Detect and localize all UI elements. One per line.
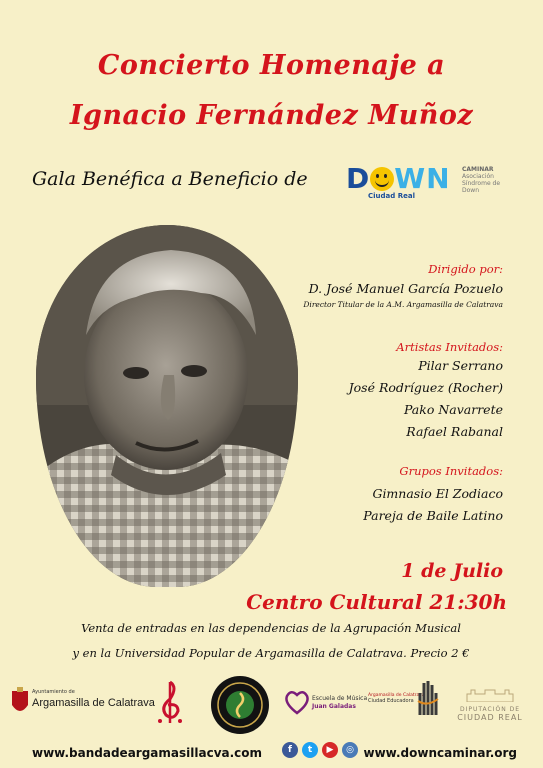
hand-icon (414, 677, 440, 717)
youtube-icon[interactable]: ▶ (322, 742, 338, 758)
heart-music-icon (284, 689, 310, 715)
ciudad-educadora-logo: Argamasilla de Calatrava Ciudad Educadora (368, 693, 425, 704)
artist-name: Pilar Serrano (418, 358, 503, 373)
escuela-musica-logo: Escuela de Música Juan Galadas (284, 689, 374, 725)
band-seal-icon (210, 675, 270, 735)
event-date: 1 de Julio (401, 560, 503, 582)
down-word: D WN (346, 162, 451, 195)
down-logo (346, 162, 506, 202)
ticket-info-line-2: y en la Universidad Popular de Argamasilla de Calatrava. Precio 2 € (72, 646, 470, 660)
title-line-1: Concierto Homenaje a (97, 50, 446, 81)
facebook-icon[interactable]: f (282, 742, 298, 758)
ayuntamiento-logo: Ayuntamiento de Argamasilla de Calatrava (10, 687, 150, 717)
director-role: Director Titular de la A.M. Argamasilla de Calatrava (303, 300, 503, 309)
title-line-2: Ignacio Fernández Muñoz (69, 100, 474, 131)
footer-urls (0, 746, 543, 764)
sponsor-logos (0, 675, 543, 735)
social-icons (282, 742, 358, 758)
group-name: Gimnasio El Zodiaco (372, 486, 503, 501)
artist-name: Pako Navarrete (403, 402, 503, 417)
director-name: D. José Manuel García Pozuelo (308, 281, 503, 296)
instagram-icon[interactable]: ◎ (342, 742, 358, 758)
down-subtitle: Ciudad Real (368, 192, 415, 200)
ticket-info-line-1: Venta de entradas en las dependencias de la Agrupación Musical (81, 621, 461, 635)
music-clef-logo (150, 677, 190, 727)
groups-label: Grupos Invitados: (399, 464, 503, 478)
diputacion-logo: DIPUTACIÓN DE CIUDAD REAL (442, 687, 538, 721)
down-side-text: CAMINAR Asociación Síndrome de Down (462, 166, 501, 194)
band-website-link[interactable]: www.bandadeargamasillacva.com (32, 746, 263, 760)
twitter-icon[interactable]: t (302, 742, 318, 758)
treble-clef-icon (150, 677, 190, 727)
down-website-link[interactable]: www.downcaminar.org (363, 746, 517, 760)
gala-text: Gala Benéfica a Beneficio de (32, 168, 308, 190)
castle-icon (465, 688, 515, 702)
portrait-photo (36, 225, 298, 587)
group-name: Pareja de Baile Latino (363, 508, 503, 523)
artist-name: Rafael Rabanal (406, 424, 503, 439)
event-venue: Centro Cultural 21:30h (246, 590, 507, 614)
artist-name: José Rodríguez (Rocher) (348, 380, 503, 395)
coat-of-arms-icon (10, 687, 30, 717)
band-crest-logo (210, 675, 270, 735)
directed-label: Dirigido por: (428, 262, 503, 276)
artists-label: Artistas Invitados: (396, 340, 503, 354)
